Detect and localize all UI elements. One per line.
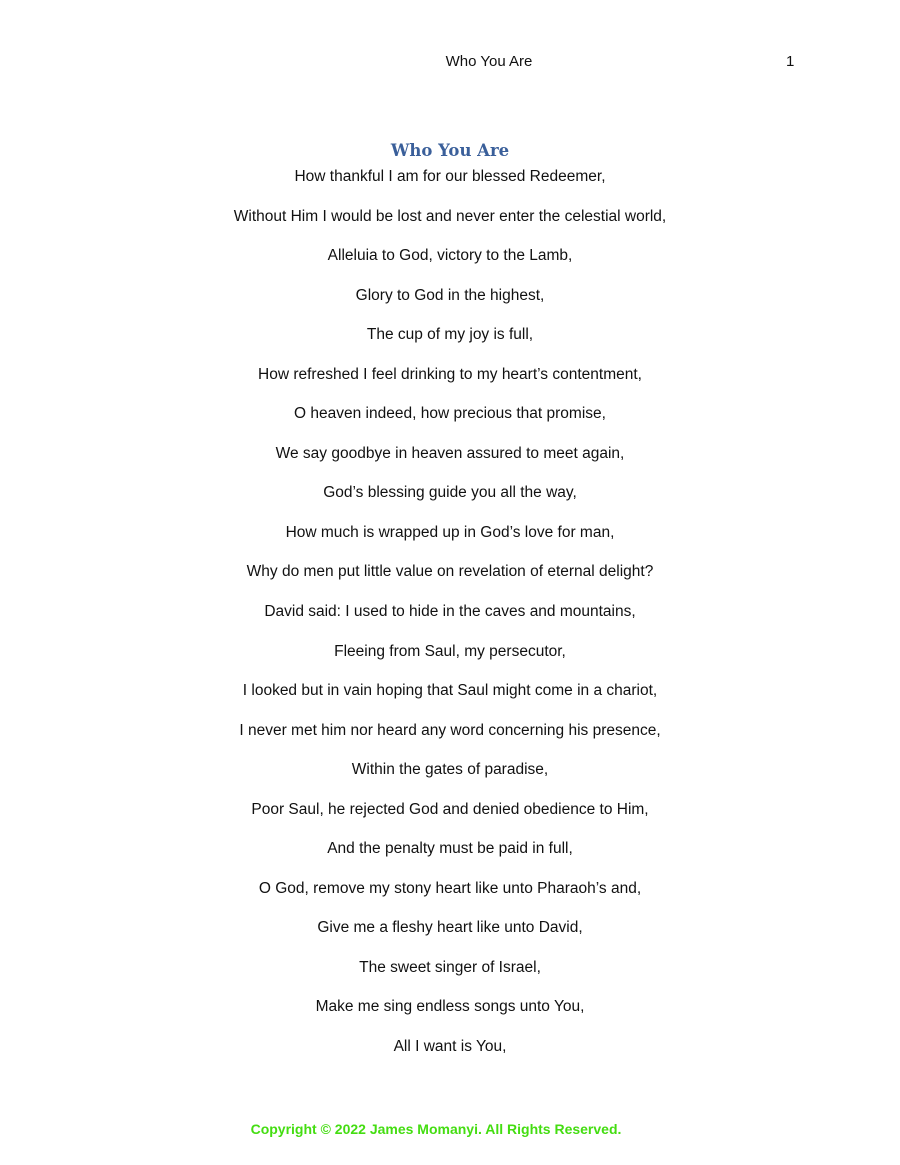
poem-line: We say goodbye in heaven assured to meet again, — [275, 444, 625, 462]
poem-line: O God, remove my stony heart like unto Pharaoh’s and, — [258, 879, 642, 897]
poem-line: And the penalty must be paid in full, — [327, 840, 573, 858]
poem-line: Alleluia to God, victory to the Lamb, — [327, 247, 573, 265]
poem-line: Within the gates of paradise, — [351, 761, 549, 779]
poem-line: Fleeing from Saul, my persecutor, — [334, 642, 566, 660]
poem-line: Poor Saul, he rejected God and denied obedience to Him, — [251, 800, 649, 818]
poem-body — [0, 166, 900, 1076]
poem-line: God’s blessing guide you all the way, — [323, 484, 577, 502]
poem-title: Who You Are — [390, 141, 510, 160]
poem-line: How refreshed I feel drinking to my heart’s contentment, — [258, 365, 642, 383]
poem-line: I looked but in vain hoping that Saul might come in a chariot, — [242, 682, 658, 700]
page-number: 1 — [786, 53, 795, 70]
poem-line: O heaven indeed, how precious that promise, — [294, 405, 606, 423]
poem-line: How much is wrapped up in God’s love for man, — [285, 523, 615, 541]
poem-line: Glory to God in the highest, — [355, 286, 545, 304]
poem-line: Why do men put little value on revelation of eternal delight? — [246, 563, 654, 581]
poem-line: The sweet singer of Israel, — [359, 958, 541, 976]
poem-line: Make me sing endless songs unto You, — [315, 998, 585, 1016]
poem-line: I never met him nor heard any word concerning his presence, — [239, 721, 661, 739]
running-header-title: Who You Are — [445, 53, 533, 70]
poem-line: How thankful I am for our blessed Redeemer, — [294, 168, 606, 185]
poem-line: All I want is You, — [393, 1038, 507, 1056]
poem-line: David said: I used to hide in the caves and mountains, — [264, 603, 636, 621]
poem-line: The cup of my joy is full, — [366, 326, 534, 344]
copyright-notice: Copyright © 2022 James Momanyi. All Rights Reserved. — [250, 1121, 622, 1137]
poem-line: Without Him I would be lost and never enter the celestial world, — [233, 207, 667, 225]
poem-line: Give me a fleshy heart like unto David, — [317, 919, 583, 937]
